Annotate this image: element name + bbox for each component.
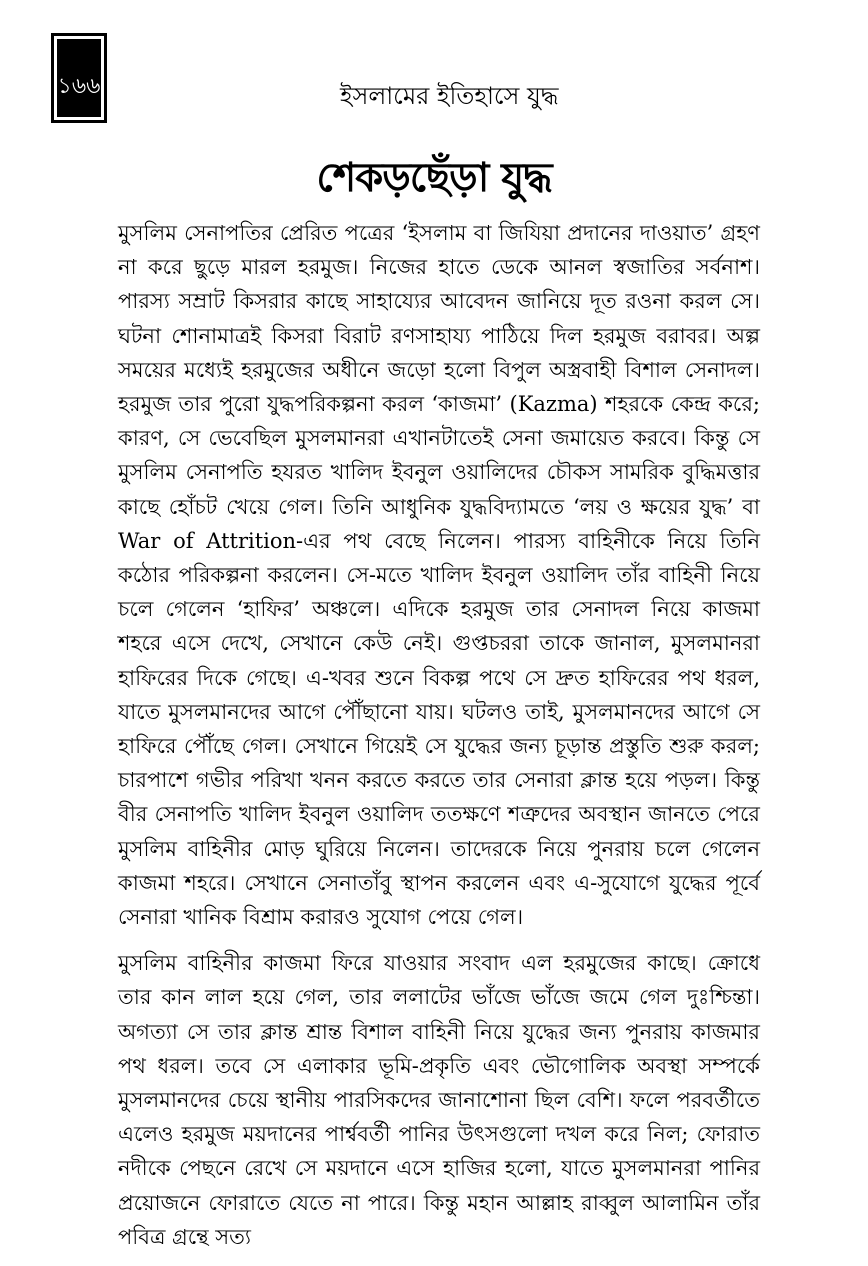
page-number-box (51, 33, 107, 123)
page-number: ১৬৬ (57, 39, 101, 117)
running-head: ইসলামের ইতিহাসে যুদ্ধ (340, 82, 559, 110)
paragraph-1: মুসলিম সেনাপতির প্রেরিত পত্রের ‘ইসলাম বা জিযিয়া প্রদানের দাওয়াত’ গ্রহণ না করে ছুড়ে মারল হরমুজ। নিজের হাতে ডেকে আনল স্বজাতির সর্বনাশ। পারস্য সম্রাট কিসরার কাছে সাহায্যের আবেদন জানিয়ে দূত রওনা করল সে। ঘটনা শোনামাত্রই কিসরা বিরাট রণসাহায্য পাঠিয়ে দিল হরমুজ বরাবর। অল্প সময়ের মধ্যেই হরমুজের অধীনে জড়ো হলো বিপুল অস্ত্রবাহী বিশাল সেনাদল। হরমুজ তার পুরো যুদ্ধপরিকল্পনা করল ‘কাজমা’ (Kazma) শহরকে কেন্দ্র করে; কারণ, সে ভেবেছিল মুসলমানরা এখানটাতেই সেনা জমায়েত করবে। কিন্তু সে মুসলিম সেনাপতি হযরত খালিদ ইবনুল ওয়ালিদের চৌকস সামরিক বুদ্ধিমত্তার কাছে হোঁচট খেয়ে গেল। তিনি আধুনিক যুদ্ধবিদ্যামতে ‘লয় ও ক্ষয়ের যুদ্ধ’ বা War of Attrition-এর পথ বেছে নিলেন। পারস্য বাহিনীকে নিয়ে তিনি কঠোর পরিকল্পনা করলেন। সে-মতে খালিদ ইবনুল ওয়ালিদ তাঁর বাহিনী নিয়ে চলে গেলেন ‘হাফির’ অঞ্চলে। এদিকে হরমুজ তার সেনাদল নিয়ে কাজমা শহরে এসে দেখে, সেখানে কেউ নেই। গুপ্তচররা তাকে জানাল, মুসলমানরা হাফিরের দিকে গেছে। এ-খবর শুনে বিকল্প পথে সে দ্রুত হাফিরের পথ ধরল, যাতে মুসলমানদের আগে পৌঁছানো যায়। ঘটলও তাই, মুসলমানদের আগে সে হাফিরে পৌঁছে গেল। সেখানে গিয়েই সে যুদ্ধের জন্য চূড়ান্ত প্রস্তুতি শুরু করল; চারপাশে গভীর পরিখা খনন করতে করতে তার সেনারা ক্লান্ত হয়ে পড়ল। কিন্তু বীর সেনাপতি খালিদ ইবনুল ওয়ালিদ ততক্ষণে শত্রুদের অবস্থান জানতে পেরে মুসলিম বাহিনীর মোড় ঘুরিয়ে নিলেন। তাদেরকে নিয়ে পুনরায় চলে গেলেন কাজমা শহরে। সেখানে সেনাতাঁবু স্থাপন করলেন এবং এ-সুযোগে যুদ্ধের পূর্বে সেনারা খানিক বিশ্রাম করারও সুযোগ পেয়ে গেল। (118, 221, 760, 930)
chapter-title: শেকড়ছেঁড়া যুদ্ধ (316, 154, 552, 201)
paragraph-2: মুসলিম বাহিনীর কাজমা ফিরে যাওয়ার সংবাদ এল হরমুজের কাছে। ক্রোধে তার কান লাল হয়ে গেল, তার ললাটের ভাঁজে ভাঁজে জমে গেল দুঃশ্চিন্তা। অগত্যা সে তার ক্লান্ত শ্রান্ত বিশাল বাহিনী নিয়ে যুদ্ধের জন্য পুনরায় কাজমার পথ ধরল। তবে সে এলাকার ভূমি-প্রকৃতি এবং ভৌগোলিক অবস্থা সম্পর্কে মুসলমানদের চেয়ে স্থানীয় পারসিকদের জানাশোনা ছিল বেশি। ফলে পরবর্তীতে এলেও হরমুজ ময়দানের পার্শ্ববর্তী পানির উৎসগুলো দখল করে নিল; ফোরাত নদীকে পেছনে রেখে সে ময়দানে এসে হাজির হলো, যাতে মুসলমানরা পানির প্রয়োজনে ফোরাতে যেতে না পারে। কিন্তু মহান আল্লাহ রাব্বুল আলামিন তাঁর পবিত্র গ্রন্থে সত্য (118, 951, 760, 1249)
body-text (118, 216, 760, 1266)
